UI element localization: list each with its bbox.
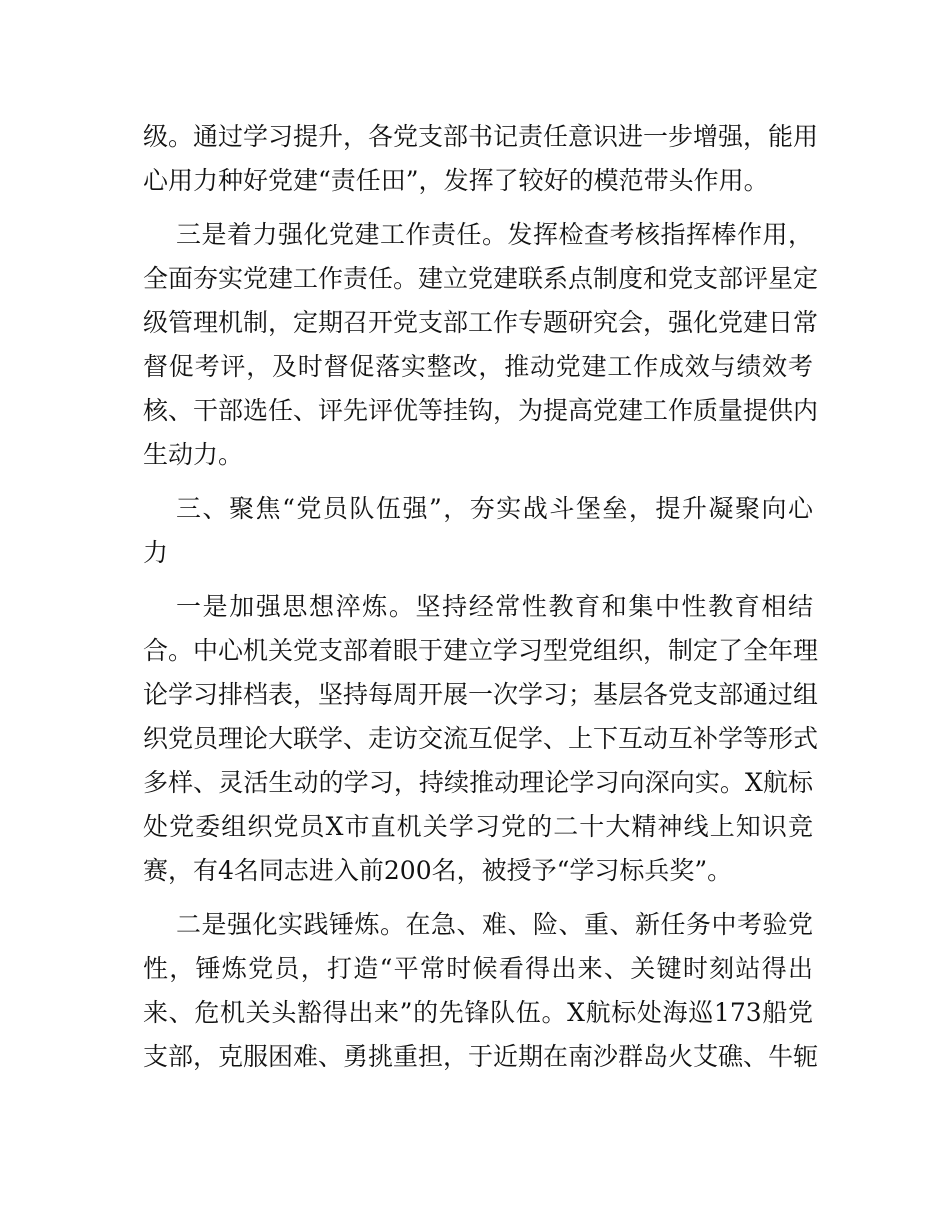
text-line: 心用力种好党建“责任田”，发挥了较好的模范带头作用。	[143, 166, 769, 195]
text-line: 论学习排档表，坚持每周开展一次学习；基层各党支部通过组	[143, 680, 819, 709]
paragraph-first-line: 三是着力强化党建工作责任。发挥检查考核指挥棒作用，	[176, 220, 813, 249]
text-line: 合。中心机关党支部着眼于建立学习型党组织，制定了全年理	[143, 636, 819, 665]
text-line: 级。通过学习提升，各党支部书记责任意识进一步增强，能用	[143, 122, 819, 151]
paragraph-first-line: 一是加强思想淬炼。坚持经常性教育和集中性教育相结	[176, 592, 813, 621]
text-line: 生动力。	[143, 440, 244, 469]
text-line: 性，锤炼党员，打造“平常时候看得出来、关键时刻站得出	[143, 954, 813, 983]
section-heading-line: 三、聚焦“党员队伍强”，夯实战斗堡垒，提升凝聚向心	[176, 494, 813, 523]
text-line: 督促考评，及时督促落实整改，推动党建工作成效与绩效考	[143, 352, 813, 381]
text-line: 核、干部选任、评先评优等挂钩，为提高党建工作质量提供内	[143, 396, 819, 425]
section-heading-line: 力	[143, 538, 169, 567]
text-line: 级管理机制，定期召开党支部工作专题研究会，强化党建日常	[143, 308, 819, 337]
text-line: 全面夯实党建工作责任。建立党建联系点制度和党支部评星定	[143, 264, 819, 293]
text-line: 来、危机关头豁得出来”的先锋队伍。X航标处海巡173船党	[143, 998, 813, 1027]
text-line: 处党委组织党员X市直机关学习党的二十大精神线上知识竞	[143, 812, 813, 841]
text-line: 支部，克服困难、勇挑重担，于近期在南沙群岛火艾礁、牛轭	[143, 1042, 819, 1071]
text-line: 赛，有4名同志进入前200名，被授予“学习标兵奖”。	[143, 856, 733, 885]
text-line: 织党员理论大联学、走访交流互促学、上下互动互补学等形式	[143, 724, 819, 753]
text-line: 多样、灵活生动的学习，持续推动理论学习向深向实。X航标	[143, 768, 813, 797]
paragraph-first-line: 二是强化实践锤炼。在急、难、险、重、新任务中考验党	[176, 910, 813, 939]
